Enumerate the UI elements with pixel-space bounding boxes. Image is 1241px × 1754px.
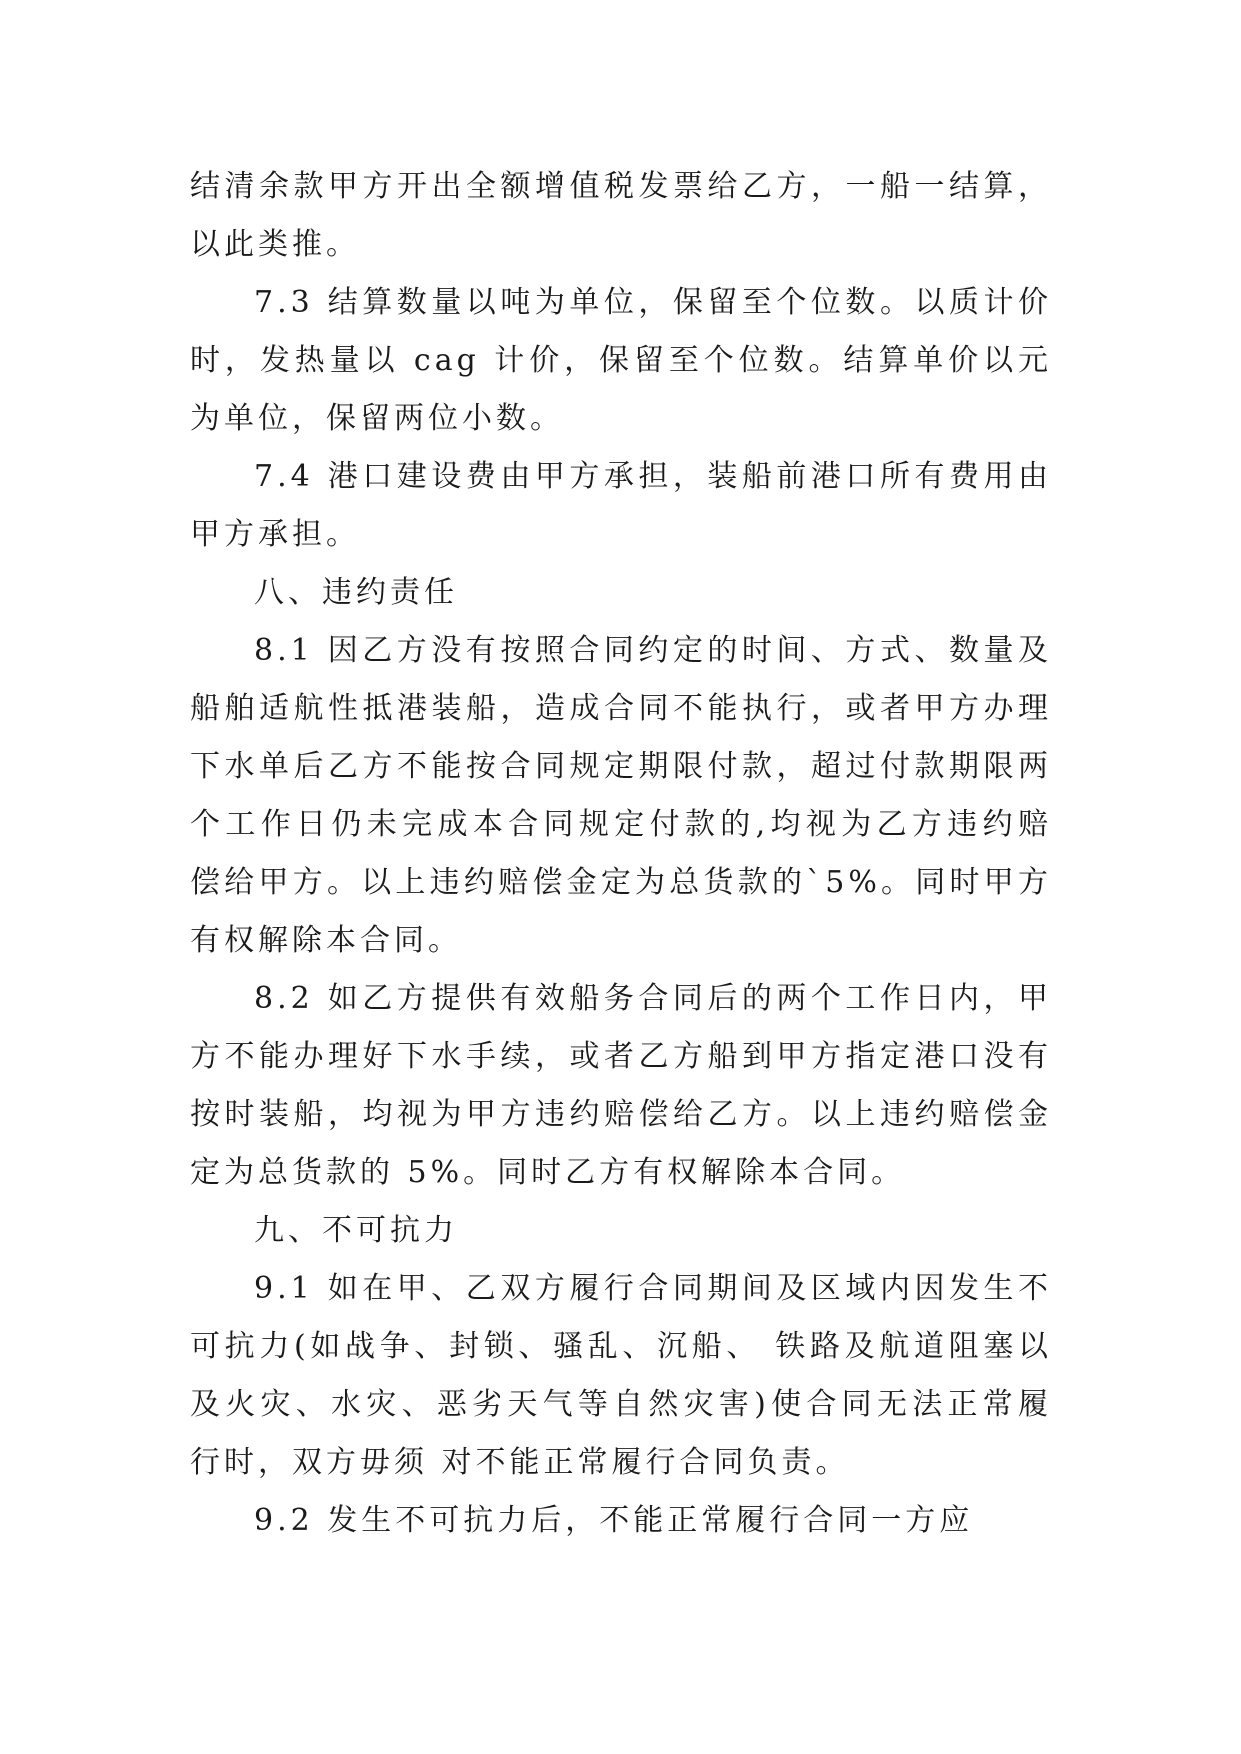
paragraph-settlement-continued: 结清余款甲方开出全额增值税发票给乙方，一船一结算，以此类推。: [190, 169, 1052, 262]
paragraph-8-1: 8.1 因乙方没有按照合同约定的时间、方式、数量及船舶适航性抵港装船，造成合同不能执行，或者甲方办理下水单后乙方不能按合同规定期限付款，超过付款期限两个工作日仍未完成本合同规定付款的,均视为乙方违约赔偿给甲方。以上违约赔偿金定为总货款的`5%。同时甲方有权解除本合同。: [190, 633, 1052, 958]
section-heading-8: 八、违约责任: [254, 575, 458, 610]
paragraph-7-3: 7.3 结算数量以吨为单位，保留至个位数。以质计价时，发热量以 cag 计价，保留至个位数。结算单价以元为单位，保留两位小数。: [190, 285, 1052, 436]
paragraph-7-4: 7.4 港口建设费由甲方承担，装船前港口所有费用由甲方承担。: [190, 459, 1052, 552]
document-body: [190, 158, 1052, 1550]
paragraph-9-2: 9.2 发生不可抗力后，不能正常履行合同一方应: [254, 1503, 974, 1538]
paragraph-9-1: 9.1 如在甲、乙双方履行合同期间及区域内因发生不可抗力(如战争、封锁、骚乱、沉船、 铁路及航道阻塞以及火灾、水灾、恶劣天气等自然灾害)使合同无法正常履行时，双方毋须 对不能正常履行合同负责。: [190, 1271, 1052, 1480]
paragraph-8-2: 8.2 如乙方提供有效船务合同后的两个工作日内，甲方不能办理好下水手续，或者乙方船到甲方指定港口没有按时装船，均视为甲方违约赔偿给乙方。以上违约赔偿金定为总货款的 5%。同时乙方有权解除本合同。: [190, 981, 1052, 1190]
section-heading-9: 九、不可抗力: [254, 1213, 458, 1248]
